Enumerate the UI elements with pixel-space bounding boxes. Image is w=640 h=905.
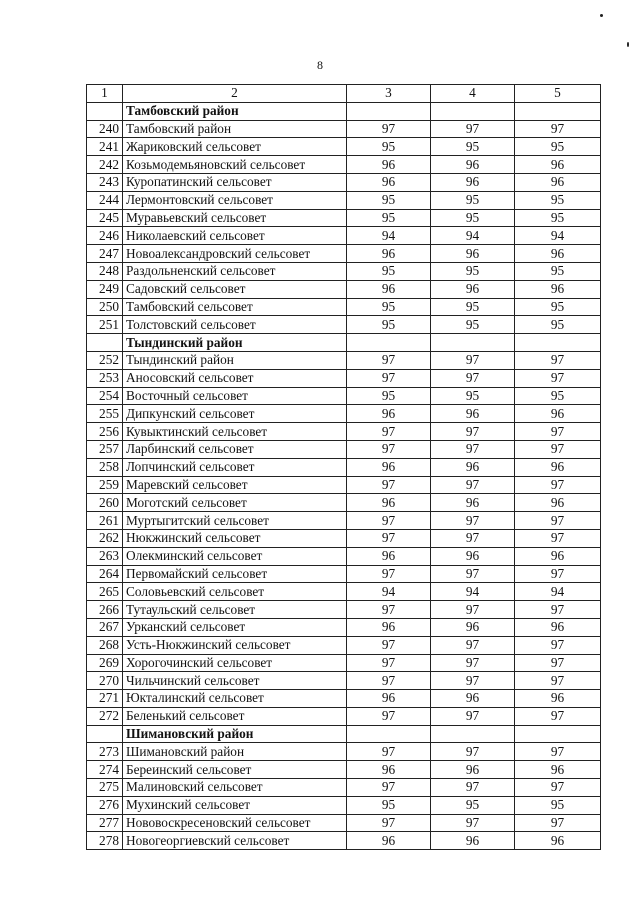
value-cell-col4: 95 xyxy=(431,298,515,316)
value-cell-col4: 97 xyxy=(431,565,515,583)
municipality-name-cell: Ларбинский сельсовет xyxy=(123,440,347,458)
municipality-name-cell: Новогеоргиевский сельсовет xyxy=(123,832,347,850)
value-cell-col5: 96 xyxy=(515,618,601,636)
value-cell-col5 xyxy=(515,334,601,352)
section-row xyxy=(87,102,601,120)
table-row xyxy=(87,476,601,494)
value-cell-col5: 97 xyxy=(515,565,601,583)
header-cell-4: 4 xyxy=(431,85,515,103)
value-cell-col3: 96 xyxy=(347,494,431,512)
municipality-name-cell: Муртыгитский сельсовет xyxy=(123,512,347,530)
value-cell-col5: 97 xyxy=(515,369,601,387)
value-cell-col3: 97 xyxy=(347,636,431,654)
value-cell-col4: 96 xyxy=(431,690,515,708)
municipality-name-cell: Маревский сельсовет xyxy=(123,476,347,494)
table-row xyxy=(87,529,601,547)
value-cell-col4: 97 xyxy=(431,814,515,832)
row-number-cell xyxy=(87,725,123,743)
value-cell-col3: 97 xyxy=(347,351,431,369)
table-row xyxy=(87,369,601,387)
value-cell-col3: 95 xyxy=(347,796,431,814)
row-number-cell: 245 xyxy=(87,209,123,227)
value-cell-col3 xyxy=(347,334,431,352)
value-cell-col4: 97 xyxy=(431,743,515,761)
table-row xyxy=(87,138,601,156)
row-number-cell: 252 xyxy=(87,351,123,369)
value-cell-col4: 96 xyxy=(431,405,515,423)
value-cell-col3: 96 xyxy=(347,547,431,565)
header-cell-5: 5 xyxy=(515,85,601,103)
table-row xyxy=(87,245,601,263)
value-cell-col4: 96 xyxy=(431,494,515,512)
row-number-cell: 276 xyxy=(87,796,123,814)
value-cell-col4: 94 xyxy=(431,227,515,245)
value-cell-col5: 95 xyxy=(515,191,601,209)
municipality-name-cell: Чильчинский сельсовет xyxy=(123,672,347,690)
table-row xyxy=(87,743,601,761)
municipality-name-cell: Новоалександровский сельсовет xyxy=(123,245,347,263)
value-cell-col4: 95 xyxy=(431,209,515,227)
value-cell-col3: 95 xyxy=(347,191,431,209)
value-cell-col4: 97 xyxy=(431,351,515,369)
value-cell-col5: 95 xyxy=(515,138,601,156)
value-cell-col5: 97 xyxy=(515,707,601,725)
value-cell-col5: 96 xyxy=(515,761,601,779)
value-cell-col3: 96 xyxy=(347,458,431,476)
row-number-cell: 243 xyxy=(87,173,123,191)
row-number-cell: 263 xyxy=(87,547,123,565)
value-cell-col5: 96 xyxy=(515,173,601,191)
value-cell-col5 xyxy=(515,102,601,120)
table-row xyxy=(87,120,601,138)
value-cell-col5: 95 xyxy=(515,387,601,405)
row-number-cell: 240 xyxy=(87,120,123,138)
table-row xyxy=(87,405,601,423)
value-cell-col5: 95 xyxy=(515,209,601,227)
value-cell-col5: 97 xyxy=(515,476,601,494)
value-cell-col4: 97 xyxy=(431,636,515,654)
row-number-cell: 258 xyxy=(87,458,123,476)
row-number-cell: 246 xyxy=(87,227,123,245)
value-cell-col3: 95 xyxy=(347,387,431,405)
value-cell-col3: 97 xyxy=(347,672,431,690)
municipality-name-cell: Береинский сельсовет xyxy=(123,761,347,779)
value-cell-col5: 97 xyxy=(515,120,601,138)
district-title-cell: Шимановский район xyxy=(123,725,347,743)
value-cell-col3: 96 xyxy=(347,173,431,191)
table-row xyxy=(87,832,601,850)
value-cell-col4: 97 xyxy=(431,779,515,797)
row-number-cell: 255 xyxy=(87,405,123,423)
municipality-name-cell: Соловьевский сельсовет xyxy=(123,583,347,601)
value-cell-col4: 97 xyxy=(431,672,515,690)
value-cell-col4: 97 xyxy=(431,476,515,494)
value-cell-col4: 97 xyxy=(431,369,515,387)
municipality-name-cell: Нюкжинский сельсовет xyxy=(123,529,347,547)
section-row xyxy=(87,334,601,352)
municipality-name-cell: Лермонтовский сельсовет xyxy=(123,191,347,209)
value-cell-col4: 97 xyxy=(431,601,515,619)
municipality-name-cell: Юкталинский сельсовет xyxy=(123,690,347,708)
value-cell-col5: 97 xyxy=(515,512,601,530)
row-number-cell: 249 xyxy=(87,280,123,298)
municipality-name-cell: Малиновский сельсовет xyxy=(123,779,347,797)
value-cell-col5: 96 xyxy=(515,832,601,850)
row-number-cell: 257 xyxy=(87,440,123,458)
municipality-name-cell: Раздольненский сельсовет xyxy=(123,262,347,280)
municipality-name-cell: Хорогочинский сельсовет xyxy=(123,654,347,672)
value-cell-col3: 97 xyxy=(347,743,431,761)
row-number-cell: 244 xyxy=(87,191,123,209)
value-cell-col4 xyxy=(431,334,515,352)
table-row xyxy=(87,601,601,619)
scan-speck xyxy=(627,42,629,47)
value-cell-col5: 96 xyxy=(515,690,601,708)
value-cell-col4: 95 xyxy=(431,796,515,814)
table-row xyxy=(87,796,601,814)
row-number-cell xyxy=(87,334,123,352)
table-row xyxy=(87,316,601,334)
row-number-cell: 269 xyxy=(87,654,123,672)
table-row xyxy=(87,387,601,405)
value-cell-col4: 94 xyxy=(431,583,515,601)
table-row xyxy=(87,262,601,280)
table-row xyxy=(87,298,601,316)
municipality-name-cell: Восточный сельсовет xyxy=(123,387,347,405)
value-cell-col5: 97 xyxy=(515,423,601,441)
value-cell-col3: 97 xyxy=(347,423,431,441)
value-cell-col5: 95 xyxy=(515,262,601,280)
row-number-cell: 247 xyxy=(87,245,123,263)
value-cell-col3: 95 xyxy=(347,262,431,280)
value-cell-col5: 97 xyxy=(515,743,601,761)
row-number-cell: 268 xyxy=(87,636,123,654)
table-row xyxy=(87,618,601,636)
table-row xyxy=(87,654,601,672)
table-row xyxy=(87,209,601,227)
value-cell-col4: 97 xyxy=(431,529,515,547)
header-cell-3: 3 xyxy=(347,85,431,103)
municipality-name-cell: Усть-Нюкжинский сельсовет xyxy=(123,636,347,654)
value-cell-col4: 96 xyxy=(431,761,515,779)
value-cell-col3: 95 xyxy=(347,138,431,156)
data-table xyxy=(86,84,601,850)
table-row xyxy=(87,814,601,832)
row-number-cell: 270 xyxy=(87,672,123,690)
value-cell-col3: 95 xyxy=(347,316,431,334)
table-row xyxy=(87,547,601,565)
municipality-name-cell: Кувыктинский сельсовет xyxy=(123,423,347,441)
row-number-cell: 256 xyxy=(87,423,123,441)
municipality-name-cell: Беленький сельсовет xyxy=(123,707,347,725)
municipality-name-cell: Урканский сельсовет xyxy=(123,618,347,636)
value-cell-col5: 97 xyxy=(515,440,601,458)
value-cell-col3: 96 xyxy=(347,280,431,298)
table-row xyxy=(87,191,601,209)
row-number-cell: 241 xyxy=(87,138,123,156)
value-cell-col3 xyxy=(347,102,431,120)
value-cell-col4: 97 xyxy=(431,707,515,725)
table-row xyxy=(87,636,601,654)
district-title-cell: Тындинский район xyxy=(123,334,347,352)
municipality-name-cell: Куропатинский сельсовет xyxy=(123,173,347,191)
value-cell-col3: 94 xyxy=(347,227,431,245)
value-cell-col3: 97 xyxy=(347,120,431,138)
value-cell-col3: 97 xyxy=(347,707,431,725)
value-cell-col5: 96 xyxy=(515,494,601,512)
value-cell-col4: 95 xyxy=(431,316,515,334)
row-number-cell: 251 xyxy=(87,316,123,334)
value-cell-col5: 97 xyxy=(515,529,601,547)
table-row xyxy=(87,494,601,512)
value-cell-col5: 95 xyxy=(515,796,601,814)
row-number-cell: 277 xyxy=(87,814,123,832)
value-cell-col5: 96 xyxy=(515,458,601,476)
value-cell-col5: 96 xyxy=(515,156,601,174)
value-cell-col4 xyxy=(431,102,515,120)
value-cell-col3: 97 xyxy=(347,814,431,832)
table-body xyxy=(87,85,601,850)
value-cell-col3: 96 xyxy=(347,761,431,779)
value-cell-col5: 95 xyxy=(515,316,601,334)
table-row xyxy=(87,672,601,690)
municipality-name-cell: Моготский сельсовет xyxy=(123,494,347,512)
value-cell-col3: 96 xyxy=(347,405,431,423)
value-cell-col3: 96 xyxy=(347,832,431,850)
table-row xyxy=(87,156,601,174)
table-row xyxy=(87,779,601,797)
value-cell-col5: 97 xyxy=(515,654,601,672)
section-row xyxy=(87,725,601,743)
municipality-name-cell: Козьмодемьяновский сельсовет xyxy=(123,156,347,174)
value-cell-col4: 97 xyxy=(431,423,515,441)
value-cell-col4: 96 xyxy=(431,156,515,174)
value-cell-col4: 97 xyxy=(431,120,515,138)
table-row xyxy=(87,512,601,530)
value-cell-col5: 97 xyxy=(515,351,601,369)
value-cell-col4: 96 xyxy=(431,547,515,565)
value-cell-col4: 97 xyxy=(431,512,515,530)
value-cell-col3: 94 xyxy=(347,583,431,601)
municipality-name-cell: Садовский сельсовет xyxy=(123,280,347,298)
page-number: 8 xyxy=(317,58,323,72)
row-number-cell: 262 xyxy=(87,529,123,547)
value-cell-col5: 94 xyxy=(515,227,601,245)
value-cell-col3: 97 xyxy=(347,779,431,797)
value-cell-col3: 97 xyxy=(347,476,431,494)
value-cell-col5: 96 xyxy=(515,405,601,423)
row-number-cell: 278 xyxy=(87,832,123,850)
value-cell-col4: 95 xyxy=(431,138,515,156)
table-row xyxy=(87,707,601,725)
value-cell-col3: 96 xyxy=(347,245,431,263)
row-number-cell: 259 xyxy=(87,476,123,494)
row-number-cell: 242 xyxy=(87,156,123,174)
table-row xyxy=(87,423,601,441)
value-cell-col3: 97 xyxy=(347,565,431,583)
row-number-cell: 274 xyxy=(87,761,123,779)
municipality-name-cell: Аносовский сельсовет xyxy=(123,369,347,387)
table-row xyxy=(87,440,601,458)
header-cell-1: 1 xyxy=(87,85,123,103)
table-header-row xyxy=(87,85,601,103)
row-number-cell: 265 xyxy=(87,583,123,601)
row-number-cell: 250 xyxy=(87,298,123,316)
table-row xyxy=(87,565,601,583)
header-cell-2: 2 xyxy=(123,85,347,103)
municipality-name-cell: Тутаульский сельсовет xyxy=(123,601,347,619)
municipality-name-cell: Тындинский район xyxy=(123,351,347,369)
row-number-cell: 261 xyxy=(87,512,123,530)
value-cell-col4: 97 xyxy=(431,440,515,458)
municipality-name-cell: Толстовский сельсовет xyxy=(123,316,347,334)
row-number-cell: 264 xyxy=(87,565,123,583)
municipality-name-cell: Первомайский сельсовет xyxy=(123,565,347,583)
value-cell-col5 xyxy=(515,725,601,743)
value-cell-col4: 96 xyxy=(431,458,515,476)
scan-speck xyxy=(600,14,603,17)
value-cell-col3: 97 xyxy=(347,529,431,547)
value-cell-col3: 97 xyxy=(347,512,431,530)
municipality-name-cell: Лопчинский сельсовет xyxy=(123,458,347,476)
municipality-name-cell: Тамбовский сельсовет xyxy=(123,298,347,316)
value-cell-col5: 97 xyxy=(515,636,601,654)
value-cell-col4: 96 xyxy=(431,832,515,850)
value-cell-col4: 96 xyxy=(431,245,515,263)
value-cell-col5: 96 xyxy=(515,547,601,565)
row-number-cell: 272 xyxy=(87,707,123,725)
value-cell-col3: 97 xyxy=(347,601,431,619)
value-cell-col3: 96 xyxy=(347,690,431,708)
municipality-name-cell: Муравьевский сельсовет xyxy=(123,209,347,227)
municipality-name-cell: Тамбовский район xyxy=(123,120,347,138)
value-cell-col4: 96 xyxy=(431,618,515,636)
value-cell-col4: 95 xyxy=(431,191,515,209)
value-cell-col5: 97 xyxy=(515,601,601,619)
municipality-name-cell: Нововоскресеновский сельсовет xyxy=(123,814,347,832)
value-cell-col3: 97 xyxy=(347,440,431,458)
value-cell-col4 xyxy=(431,725,515,743)
municipality-name-cell: Олекминский сельсовет xyxy=(123,547,347,565)
value-cell-col5: 94 xyxy=(515,583,601,601)
value-cell-col5: 97 xyxy=(515,814,601,832)
value-cell-col3 xyxy=(347,725,431,743)
value-cell-col5: 96 xyxy=(515,245,601,263)
table-row xyxy=(87,227,601,245)
table-row xyxy=(87,583,601,601)
value-cell-col3: 97 xyxy=(347,654,431,672)
table-row xyxy=(87,173,601,191)
value-cell-col5: 95 xyxy=(515,298,601,316)
row-number-cell xyxy=(87,102,123,120)
municipality-name-cell: Николаевский сельсовет xyxy=(123,227,347,245)
row-number-cell: 273 xyxy=(87,743,123,761)
table-row xyxy=(87,690,601,708)
table-row xyxy=(87,280,601,298)
value-cell-col4: 95 xyxy=(431,262,515,280)
municipality-name-cell: Мухинский сельсовет xyxy=(123,796,347,814)
row-number-cell: 267 xyxy=(87,618,123,636)
table-row xyxy=(87,458,601,476)
row-number-cell: 271 xyxy=(87,690,123,708)
table-row xyxy=(87,761,601,779)
value-cell-col4: 96 xyxy=(431,173,515,191)
municipality-name-cell: Жариковский сельсовет xyxy=(123,138,347,156)
value-cell-col4: 97 xyxy=(431,654,515,672)
row-number-cell: 254 xyxy=(87,387,123,405)
row-number-cell: 275 xyxy=(87,779,123,797)
value-cell-col5: 97 xyxy=(515,779,601,797)
row-number-cell: 248 xyxy=(87,262,123,280)
value-cell-col4: 96 xyxy=(431,280,515,298)
row-number-cell: 260 xyxy=(87,494,123,512)
value-cell-col3: 95 xyxy=(347,298,431,316)
value-cell-col3: 96 xyxy=(347,618,431,636)
row-number-cell: 266 xyxy=(87,601,123,619)
municipality-name-cell: Шимановский район xyxy=(123,743,347,761)
value-cell-col3: 97 xyxy=(347,369,431,387)
table-row xyxy=(87,351,601,369)
value-cell-col4: 95 xyxy=(431,387,515,405)
value-cell-col3: 96 xyxy=(347,156,431,174)
district-title-cell: Тамбовский район xyxy=(123,102,347,120)
municipality-name-cell: Дипкунский сельсовет xyxy=(123,405,347,423)
value-cell-col5: 96 xyxy=(515,280,601,298)
row-number-cell: 253 xyxy=(87,369,123,387)
value-cell-col5: 97 xyxy=(515,672,601,690)
value-cell-col3: 95 xyxy=(347,209,431,227)
